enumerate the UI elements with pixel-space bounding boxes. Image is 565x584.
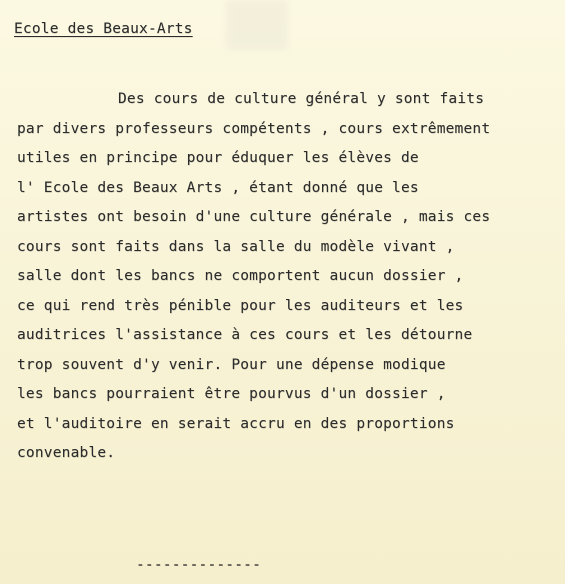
body-line: artistes ont besoin d'une culture générale , mais ces bbox=[17, 209, 491, 225]
body-line: salle dont les bancs ne comportent aucun dossier , bbox=[17, 268, 464, 284]
body-line: trop souvent d'y venir. Pour une dépense modique bbox=[17, 356, 446, 373]
body-line: Des cours de culture général y sont faits bbox=[118, 91, 485, 107]
body-line: l' Ecole des Beaux Arts , étant donné que les bbox=[17, 179, 419, 196]
body-line: utiles en principe pour éduquer les élèves de bbox=[17, 150, 419, 166]
body-line: convenable. bbox=[17, 445, 116, 461]
body-line: ce qui rend très pénible pour les auditeurs et les bbox=[17, 297, 464, 314]
body-line: par divers professeurs compétents , cours extrêmement bbox=[17, 120, 491, 137]
closing-rule: -------------- bbox=[136, 557, 262, 573]
body-line: les bancs pourraient être pourvus d'un dossier , bbox=[17, 386, 446, 402]
body-line: cours sont faits dans la salle du modèle vivant , bbox=[17, 238, 455, 255]
document-heading: Ecole des Beaux-Arts bbox=[14, 21, 193, 37]
paper-stain bbox=[226, 0, 288, 50]
document-body bbox=[17, 89, 490, 473]
body-line: auditrices l'assistance à ces cours et les détourne bbox=[17, 327, 473, 343]
body-line: et l'auditoire en serait accru en des proportions bbox=[17, 415, 455, 432]
